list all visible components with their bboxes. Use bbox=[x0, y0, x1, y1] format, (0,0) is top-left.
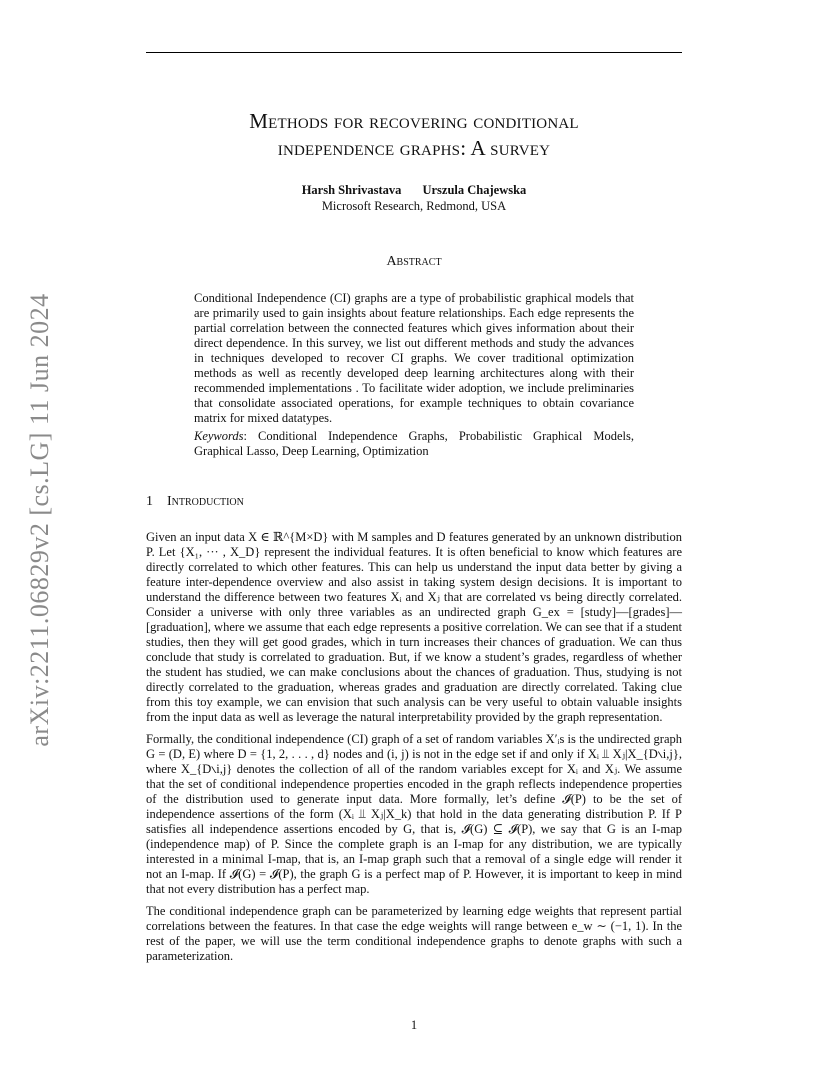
top-rule bbox=[146, 52, 682, 53]
section-number: 1 bbox=[146, 494, 153, 509]
section-heading bbox=[146, 494, 244, 510]
keywords bbox=[194, 429, 634, 459]
paper-title bbox=[146, 108, 682, 162]
author-2: Urszula Chajewska bbox=[422, 183, 527, 197]
author-names bbox=[146, 183, 682, 198]
keywords-label: Keywords bbox=[194, 429, 244, 443]
paragraph: Given an input data X ∈ ℝ^{M×D} with M samples and D features generated by an unknown distribution P. Let {X₁, ··· , X_D} represent the individual features. It is often beneficial to know which features are directly correlated to which other features. This can help us understand the input data better by giving a feature inter-dependence overview and also assist in taking system design decisions. It is important to understand the difference between two features Xᵢ and Xⱼ that are correlated vs being directly correlated. Consider a universe with only three variables as an undirected graph G_ex = [study]—[grades]—[graduation], where we assume that each edge represents a positive correlation. We can see that if a student studies, then they will get good grades, which in turn increases their chances of graduation. We can thus conclude that study is correlated to graduation. But, if we know a student’s grades, regardless of whether the student has studied, we can make conclusions about the chances of graduation. Thus, studying is not directly correlated to the graduation, whereas grades and graduation are directly correlated. Taking clue from this toy example, we can envision that such analysis can be very useful to obtain valuable insights from the input data as well as leverage the natural interpretability provided by the graph representation. bbox=[146, 530, 682, 724]
arxiv-stamp: arXiv:2211.06829v2 [cs.LG] 11 Jun 2024 bbox=[25, 293, 54, 747]
author-1: Harsh Shrivastava bbox=[301, 183, 402, 197]
section-title: Introduction bbox=[167, 494, 244, 509]
abstract-heading: Abstract bbox=[386, 254, 442, 269]
paragraph: The conditional independence graph can be parameterized by learning edge weights that represent partial correlations between the features. In that case the edge weights will range between e_w ∼ (−1, 1). In the rest of the paper, we will use the term conditional independence graphs to denote graphs with such a parameterization. bbox=[146, 904, 682, 963]
paragraph: Formally, the conditional independence (CI) graph of a set of random variables X′ᵢs is the undirected graph G = (D, E) where D = {1, 2, . . . , d} nodes and (i, j) is not in the edge set if and only if Xᵢ ⫫ Xⱼ|X_{D∖i,j}, where X_{D∖i,j} denotes the collection of all of the random variables except for Xᵢ and Xⱼ. We assume that the set of conditional independence properties encoded in the graph reflects independence properties of the distribution used to generate input data. More formally, let’s define 𝓘(P) to be the set of independence assertions of the form (Xᵢ ⫫ Xⱼ|X_k) that hold in the data generating distribution P. If P satisfies all independence assertions encoded by G, that is, 𝓘(G) ⊆ 𝓘(P), we say that G is an I-map (independence map) of P. Since the complete graph is an I-map for any distribution, we are typically interested in a minimal I-map, that is, an I-map graph such that a removal of a single edge will render it not an I-map. If 𝓘(G) = 𝓘(P), the graph G is a perfect map of P. However, it is important to keep in mind that not every distribution has a perfect map. bbox=[146, 732, 682, 896]
author-block bbox=[146, 183, 682, 214]
keywords-text: : Conditional Independence Graphs, Probabilistic Graphical Models, Graphical Lasso, Deep Learning, Optimization bbox=[194, 429, 634, 458]
abstract-text: Conditional Independence (CI) graphs are a type of probabilistic graphical models that are primarily used to gain insights about feature relationships. Each edge represents the partial correlation between the connected features which gives information about their direct dependence. In this survey, we list out different methods and study the advances in techniques developed to recover CI graphs. We cover traditional optimization methods as well as recently developed deep learning architectures along with their recommended implementations . To facilitate wider adoption, we include preliminaries that consolidate associated operations, for example techniques to obtain covariance matrix for mixed datatypes. bbox=[194, 291, 634, 425]
section-body bbox=[146, 530, 682, 971]
title-line-1: Methods for recovering conditional bbox=[249, 109, 579, 133]
affiliation: Microsoft Research, Redmond, USA bbox=[321, 199, 507, 213]
title-line-2: independence graphs: A survey bbox=[277, 136, 551, 160]
page-number: 1 bbox=[410, 1018, 418, 1032]
